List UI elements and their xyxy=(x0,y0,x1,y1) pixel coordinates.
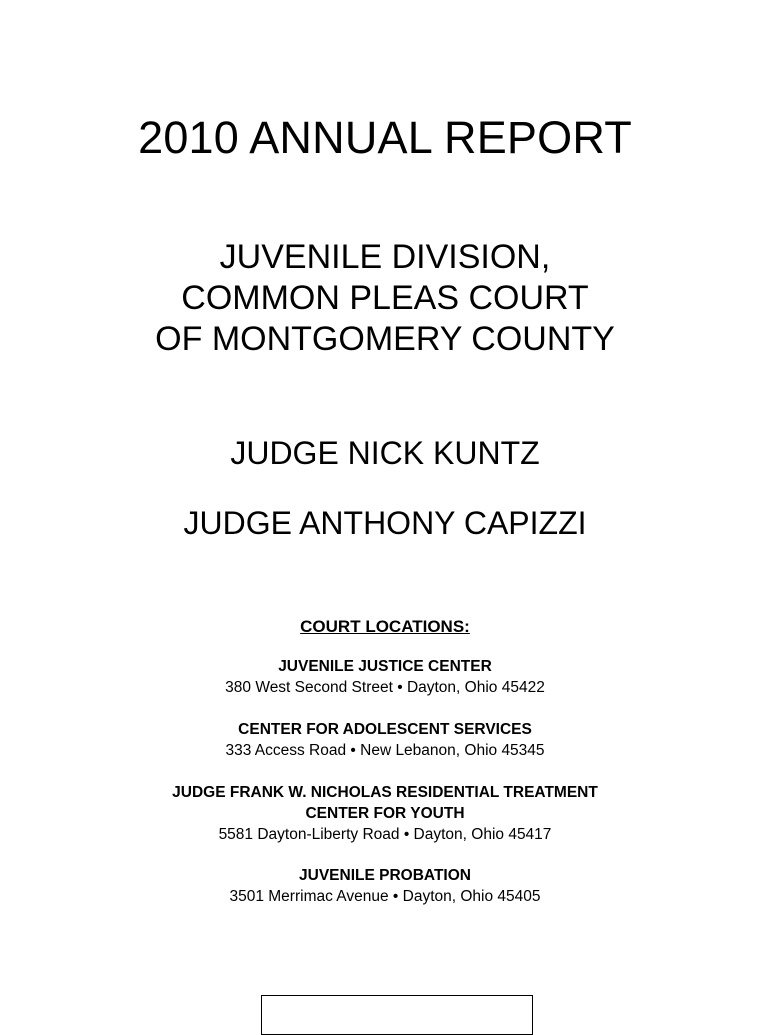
division-line: OF MONTGOMERY COUNTY xyxy=(155,320,615,358)
location-name: CENTER FOR YOUTH xyxy=(305,805,465,822)
location-entry xyxy=(0,719,770,761)
location-name: CENTER FOR ADOLESCENT SERVICES xyxy=(238,721,532,738)
division-heading xyxy=(0,237,770,360)
division-line: COMMON PLEAS COURT xyxy=(181,279,589,317)
judge-name: JUDGE NICK KUNTZ xyxy=(230,435,540,471)
location-entry xyxy=(0,656,770,698)
report-title: 2010 ANNUAL REPORT xyxy=(138,112,632,163)
location-address: 5581 Dayton-Liberty Road • Dayton, Ohio 45417 xyxy=(218,826,552,843)
location-address: 333 Access Road • New Lebanon, Ohio 45345 xyxy=(225,742,545,759)
location-name: JUDGE FRANK W. NICHOLAS RESIDENTIAL TREATMENT xyxy=(172,784,598,801)
location-entry xyxy=(0,865,770,907)
location-name: JUVENILE JUSTICE CENTER xyxy=(278,658,492,675)
location-address: 380 West Second Street • Dayton, Ohio 45422 xyxy=(225,679,545,696)
judge-name: JUDGE ANTHONY CAPIZZI xyxy=(183,505,587,541)
court-locations-heading: COURT LOCATIONS: xyxy=(300,617,470,636)
location-entry xyxy=(0,782,770,845)
location-name: JUVENILE PROBATION xyxy=(299,867,471,884)
bottom-frame-box xyxy=(261,995,533,1035)
division-line: JUVENILE DIVISION, xyxy=(219,238,551,276)
location-address: 3501 Merrimac Avenue • Dayton, Ohio 45405 xyxy=(229,888,541,905)
